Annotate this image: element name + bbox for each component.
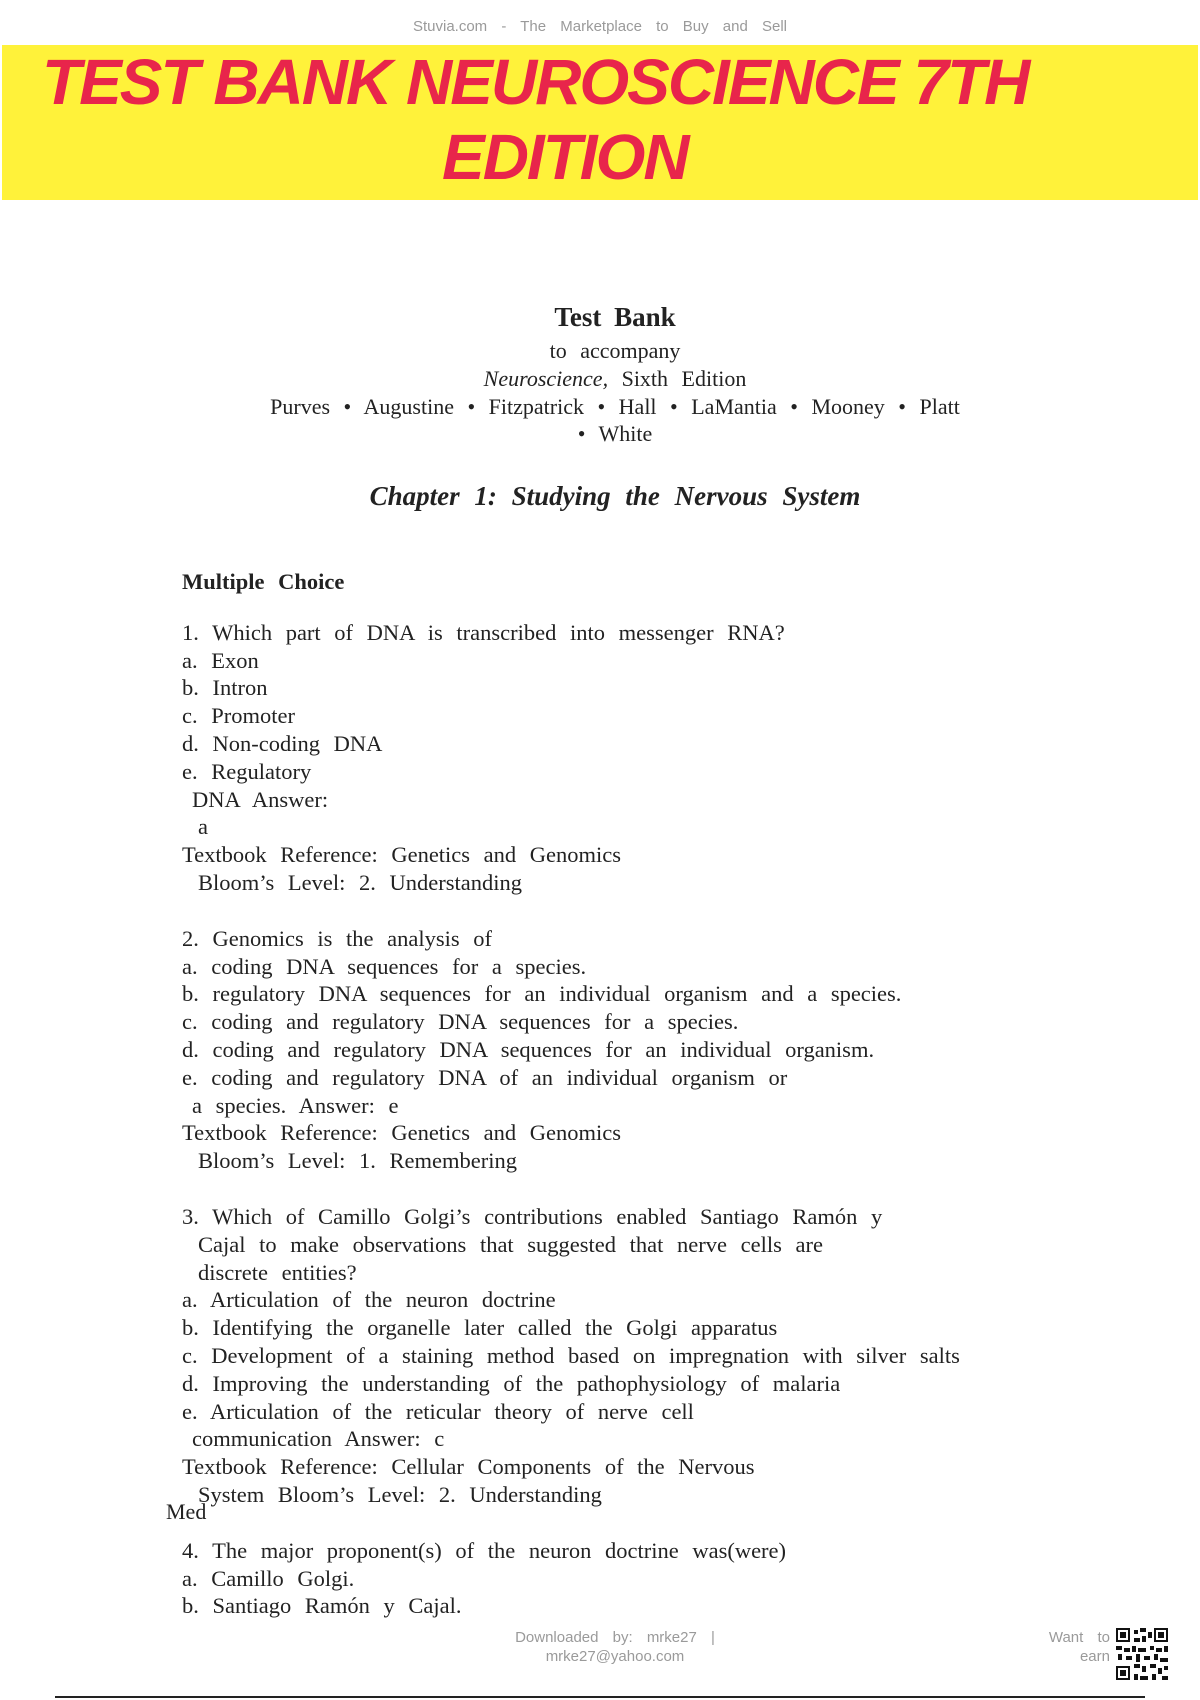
textbook-reference: Textbook Reference: Genetics and Genomics (182, 842, 622, 868)
document-title: Test Bank (554, 302, 676, 332)
blooms-level: Bloom’s Level: 1. Remembering (198, 1148, 517, 1174)
banner-title-line-1: TEST BANK NEUROSCIENCE 7TH (42, 46, 1029, 118)
question-stem-continued: Cajal to make observations that suggested that nerve cells are (198, 1231, 823, 1257)
document-subtitle: to accompany (549, 338, 681, 363)
book-edition-line (0, 366, 1200, 392)
answer-option-continued: communication Answer: c (192, 1426, 445, 1452)
answer-option-continued: a species. Answer: e (192, 1092, 399, 1118)
answer-option: b. Identifying the organelle later called the Golgi apparatus (182, 1315, 778, 1341)
section-heading: Multiple Choice (182, 569, 345, 594)
answer-option: d. Non-coding DNA (182, 730, 383, 756)
answer-option: c. coding and regulatory DNA sequences for a species. (182, 1009, 739, 1035)
question-2 (182, 925, 1082, 1175)
stray-text: Med (166, 1499, 207, 1524)
question-content (182, 568, 1082, 1620)
blooms-level: Bloom’s Level: 2. Understanding (198, 869, 522, 895)
answer-option: a. Exon (182, 647, 259, 673)
question-stem: 2. Genomics is the analysis of (182, 925, 492, 951)
question-stem: 4. The major proponent(s) of the neuron doctrine was(were) (182, 1537, 787, 1563)
textbook-reference: Textbook Reference: Genetics and Genomics (182, 1120, 622, 1146)
question-stem: 1. Which part of DNA is transcribed into messenger RNA? (182, 619, 785, 645)
answer-option: c. Promoter (182, 703, 295, 729)
answer-option: e. Regulatory (182, 758, 312, 784)
footer-divider (55, 1696, 1145, 1698)
answer-option: b. regulatory DNA sequences for an individual organism and a species. (182, 981, 902, 1007)
question-1 (182, 619, 1082, 897)
answer-option: a. Camillo Golgi. (182, 1565, 355, 1591)
answer-value: a (198, 814, 208, 840)
site-header-text: Stuvia.com - The Marketplace to Buy and Sell (412, 18, 788, 35)
authors-line-2: • White (577, 421, 653, 446)
answer-option: c. Development of a staining method based on impregnation with silver salts (182, 1342, 960, 1368)
answer-option: a. coding DNA sequences for a species. (182, 953, 587, 979)
want-to-text: Want to (1048, 1629, 1110, 1646)
edition-text: Sixth Edition (608, 366, 747, 391)
answer-option: e. coding and regulatory DNA of an individual organism or (182, 1064, 788, 1090)
answer-label: DNA Answer: (192, 786, 329, 812)
chapter-heading: Chapter 1: Studying the Nervous System (369, 481, 861, 511)
downloader-email[interactable]: mrke27@yahoo.com (545, 1648, 685, 1665)
earn-text: earn (1079, 1648, 1110, 1665)
question-4 (182, 1537, 1082, 1620)
banner-title-line-2: EDITION (442, 121, 688, 193)
qr-code-icon[interactable] (1116, 1628, 1168, 1680)
question-stem: 3. Which of Camillo Golgi’s contributions enabled Santiago Ramón y (182, 1203, 883, 1229)
answer-option: b. Santiago Ramón y Cajal. (182, 1593, 462, 1619)
download-info (0, 1628, 1200, 1666)
answer-option: b. Intron (182, 675, 268, 701)
downloaded-by: Downloaded by: mrke27 | (515, 1629, 715, 1646)
answer-option: d. Improving the understanding of the pathophysiology of malaria (182, 1370, 841, 1396)
question-3 (182, 1203, 1082, 1509)
answer-option: e. Articulation of the reticular theory of nerve cell (182, 1398, 694, 1424)
earn-promo[interactable] (1030, 1628, 1110, 1666)
answer-option: d. coding and regulatory DNA sequences for an individual organism. (182, 1036, 875, 1062)
blooms-level: System Bloom’s Level: 2. Understanding (198, 1481, 602, 1507)
textbook-reference: Textbook Reference: Cellular Components of the Nervous (182, 1454, 755, 1480)
question-stem-continued: discrete entities? (198, 1259, 357, 1285)
authors-line-1: Purves • Augustine • Fitzpatrick • Hall • LaMantia • Mooney • Platt (270, 394, 960, 419)
answer-option: a. Articulation of the neuron doctrine (182, 1287, 556, 1313)
title-banner (2, 45, 1198, 200)
book-title: Neuroscience, (483, 366, 609, 391)
